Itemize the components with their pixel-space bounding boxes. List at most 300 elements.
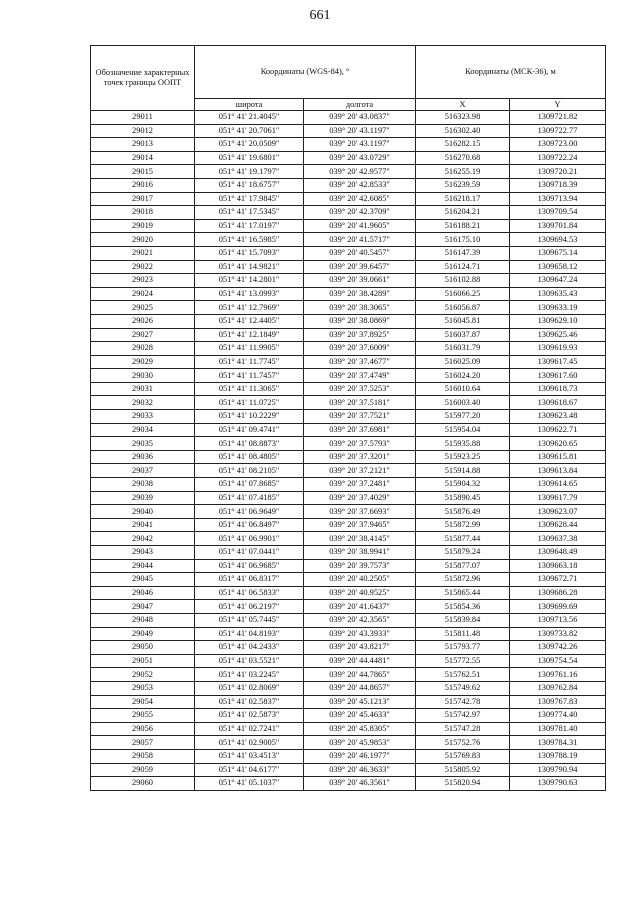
longitude-cell: 039° 20' 44.4481" [304, 654, 416, 668]
latitude-cell: 051° 41' 02.5837" [195, 695, 304, 709]
table-row [91, 246, 606, 260]
point-id-cell: 29020 [91, 233, 195, 247]
x-coordinate-cell: 515935.88 [416, 437, 510, 451]
y-coordinate-cell: 1309613.84 [510, 464, 606, 478]
longitude-cell: 039° 20' 37.4029" [304, 491, 416, 505]
point-id-cell: 29032 [91, 396, 195, 410]
point-id-cell: 29013 [91, 138, 195, 152]
table-row [91, 709, 606, 723]
x-coordinate-cell: 516031.79 [416, 342, 510, 356]
y-coordinate-cell: 1309629.10 [510, 314, 606, 328]
latitude-cell: 051° 41' 06.2197" [195, 600, 304, 614]
latitude-cell: 051° 41' 08.4805" [195, 450, 304, 464]
longitude-cell: 039° 20' 43.1197" [304, 138, 416, 152]
x-coordinate-cell: 515769.83 [416, 749, 510, 763]
point-id-cell: 29042 [91, 532, 195, 546]
y-coordinate-cell: 1309721.82 [510, 111, 606, 125]
y-coordinate-cell: 1309658.12 [510, 260, 606, 274]
point-id-cell: 29031 [91, 382, 195, 396]
x-coordinate-cell: 516102.88 [416, 274, 510, 288]
latitude-cell: 051° 41' 18.6757" [195, 178, 304, 192]
latitude-cell: 051° 41' 14.2801" [195, 274, 304, 288]
latitude-cell: 051° 41' 06.8317" [195, 573, 304, 587]
x-coordinate-cell: 516218.17 [416, 192, 510, 206]
table-row [91, 600, 606, 614]
latitude-cell: 051° 41' 17.5345" [195, 206, 304, 220]
point-id-cell: 29012 [91, 124, 195, 138]
y-coordinate-cell: 1309723.00 [510, 138, 606, 152]
table-row [91, 654, 606, 668]
x-coordinate-cell: 515872.99 [416, 518, 510, 532]
latitude-cell: 051° 41' 02.5873" [195, 709, 304, 723]
table-row [91, 382, 606, 396]
table-row [91, 233, 606, 247]
point-id-cell: 29011 [91, 111, 195, 125]
latitude-cell: 051° 41' 20.7061" [195, 124, 304, 138]
x-coordinate-cell: 515872.96 [416, 573, 510, 587]
longitude-cell: 039° 20' 38.9941" [304, 546, 416, 560]
table-row [91, 749, 606, 763]
y-coordinate-cell: 1309733.82 [510, 627, 606, 641]
latitude-cell: 051° 41' 11.3065" [195, 382, 304, 396]
point-id-cell: 29033 [91, 410, 195, 424]
table-row [91, 763, 606, 777]
latitude-cell: 051° 41' 04.6177" [195, 763, 304, 777]
longitude-cell: 039° 20' 45.1213" [304, 695, 416, 709]
longitude-cell: 039° 20' 42.9577" [304, 165, 416, 179]
y-coordinate-cell: 1309701.84 [510, 219, 606, 233]
page-number: 661 [309, 8, 331, 23]
table-row [91, 111, 606, 125]
table-row [91, 165, 606, 179]
longitude-cell: 039° 20' 42.3565" [304, 613, 416, 627]
longitude-cell: 039° 20' 43.1197" [304, 124, 416, 138]
point-id-cell: 29050 [91, 641, 195, 655]
x-coordinate-cell: 516323.98 [416, 111, 510, 125]
x-coordinate-cell: 515762.51 [416, 668, 510, 682]
longitude-cell: 039° 20' 42.8533" [304, 178, 416, 192]
latitude-cell: 051° 41' 13.0993" [195, 287, 304, 301]
latitude-cell: 051° 41' 04.8193" [195, 627, 304, 641]
y-coordinate-cell: 1309618.67 [510, 396, 606, 410]
y-coordinate-cell: 1309619.93 [510, 342, 606, 356]
y-coordinate-cell: 1309699.69 [510, 600, 606, 614]
y-coordinate-cell: 1309722.77 [510, 124, 606, 138]
longitude-cell: 039° 20' 37.2481" [304, 478, 416, 492]
x-coordinate-cell: 515747.28 [416, 722, 510, 736]
table-row [91, 546, 606, 560]
header-point-designation: Обозначение характерных точек границы ООПТ [91, 46, 195, 111]
latitude-cell: 051° 41' 06.8497" [195, 518, 304, 532]
latitude-cell: 051° 41' 05.7445" [195, 613, 304, 627]
latitude-cell: 051° 41' 12.1849" [195, 328, 304, 342]
table-row [91, 586, 606, 600]
x-coordinate-cell: 516147.39 [416, 246, 510, 260]
table-row [91, 206, 606, 220]
table-row [91, 396, 606, 410]
point-id-cell: 29038 [91, 478, 195, 492]
longitude-cell: 039° 20' 44.8657" [304, 681, 416, 695]
y-coordinate-cell: 1309617.60 [510, 369, 606, 383]
latitude-cell: 051° 41' 02.9005" [195, 736, 304, 750]
point-id-cell: 29016 [91, 178, 195, 192]
point-id-cell: 29036 [91, 450, 195, 464]
longitude-cell: 039° 20' 37.6693" [304, 505, 416, 519]
table-row [91, 192, 606, 206]
point-id-cell: 29058 [91, 749, 195, 763]
point-id-cell: 29051 [91, 654, 195, 668]
latitude-cell: 051° 41' 20.0509" [195, 138, 304, 152]
table-row [91, 518, 606, 532]
x-coordinate-cell: 516024.20 [416, 369, 510, 383]
x-coordinate-cell: 515752.76 [416, 736, 510, 750]
latitude-cell: 051° 41' 11.7457" [195, 369, 304, 383]
longitude-cell: 039° 20' 43.8217" [304, 641, 416, 655]
y-coordinate-cell: 1309709.54 [510, 206, 606, 220]
y-coordinate-cell: 1309623.07 [510, 505, 606, 519]
latitude-cell: 051° 41' 12.4405" [195, 314, 304, 328]
x-coordinate-cell: 515793.77 [416, 641, 510, 655]
table-row [91, 464, 606, 478]
latitude-cell: 051° 41' 02.8069" [195, 681, 304, 695]
latitude-cell: 051° 41' 03.4513" [195, 749, 304, 763]
point-id-cell: 29047 [91, 600, 195, 614]
x-coordinate-cell: 515820.94 [416, 777, 510, 791]
table-row [91, 491, 606, 505]
x-coordinate-cell: 515839.84 [416, 613, 510, 627]
y-coordinate-cell: 1309742.26 [510, 641, 606, 655]
latitude-cell: 051° 41' 19.6801" [195, 151, 304, 165]
table-row [91, 613, 606, 627]
longitude-cell: 039° 20' 40.2505" [304, 573, 416, 587]
x-coordinate-cell: 515879.24 [416, 546, 510, 560]
latitude-cell: 051° 41' 02.7241" [195, 722, 304, 736]
point-id-cell: 29045 [91, 573, 195, 587]
table-row [91, 478, 606, 492]
table-row [91, 450, 606, 464]
point-id-cell: 29039 [91, 491, 195, 505]
latitude-cell: 051° 41' 07.0441" [195, 546, 304, 560]
longitude-cell: 039° 20' 37.8925" [304, 328, 416, 342]
x-coordinate-cell: 516302.40 [416, 124, 510, 138]
point-id-cell: 29044 [91, 559, 195, 573]
point-id-cell: 29015 [91, 165, 195, 179]
y-coordinate-cell: 1309722.24 [510, 151, 606, 165]
x-coordinate-cell: 516188.21 [416, 219, 510, 233]
point-id-cell: 29035 [91, 437, 195, 451]
latitude-cell: 051° 41' 08.2105" [195, 464, 304, 478]
header-latitude: широта [195, 99, 304, 111]
x-coordinate-cell: 516270.68 [416, 151, 510, 165]
y-coordinate-cell: 1309774.40 [510, 709, 606, 723]
latitude-cell: 051° 41' 06.9685" [195, 559, 304, 573]
table-row [91, 722, 606, 736]
y-coordinate-cell: 1309754.54 [510, 654, 606, 668]
point-id-cell: 29017 [91, 192, 195, 206]
table-row [91, 695, 606, 709]
y-coordinate-cell: 1309614.65 [510, 478, 606, 492]
latitude-cell: 051° 41' 17.9845" [195, 192, 304, 206]
table-row [91, 668, 606, 682]
longitude-cell: 039° 20' 37.3201" [304, 450, 416, 464]
y-coordinate-cell: 1309635.43 [510, 287, 606, 301]
table-row [91, 138, 606, 152]
x-coordinate-cell: 516282.15 [416, 138, 510, 152]
point-id-cell: 29029 [91, 355, 195, 369]
y-coordinate-cell: 1309672.71 [510, 573, 606, 587]
latitude-cell: 051° 41' 03.5521" [195, 654, 304, 668]
longitude-cell: 039° 20' 45.8305" [304, 722, 416, 736]
y-coordinate-cell: 1309615.81 [510, 450, 606, 464]
x-coordinate-cell: 515742.78 [416, 695, 510, 709]
table-row [91, 178, 606, 192]
y-coordinate-cell: 1309617.45 [510, 355, 606, 369]
latitude-cell: 051° 41' 08.8873" [195, 437, 304, 451]
table-row [91, 437, 606, 451]
y-coordinate-cell: 1309784.31 [510, 736, 606, 750]
point-id-cell: 29028 [91, 342, 195, 356]
x-coordinate-cell: 515890.45 [416, 491, 510, 505]
longitude-cell: 039° 20' 45.4633" [304, 709, 416, 723]
longitude-cell: 039° 20' 37.9465" [304, 518, 416, 532]
y-coordinate-cell: 1309675.14 [510, 246, 606, 260]
longitude-cell: 039° 20' 37.5181" [304, 396, 416, 410]
y-coordinate-cell: 1309788.19 [510, 749, 606, 763]
header-msk36: Координаты (МСК-36), м [416, 46, 606, 99]
x-coordinate-cell: 516003.40 [416, 396, 510, 410]
x-coordinate-cell: 515749.62 [416, 681, 510, 695]
table-row [91, 301, 606, 315]
latitude-cell: 051° 41' 03.2245" [195, 668, 304, 682]
x-coordinate-cell: 515811.48 [416, 627, 510, 641]
table-row [91, 681, 606, 695]
point-id-cell: 29056 [91, 722, 195, 736]
longitude-cell: 039° 20' 37.4677" [304, 355, 416, 369]
x-coordinate-cell: 515954.04 [416, 423, 510, 437]
latitude-cell: 051° 41' 04.2433" [195, 641, 304, 655]
x-coordinate-cell: 516124.71 [416, 260, 510, 274]
x-coordinate-cell: 515923.25 [416, 450, 510, 464]
longitude-cell: 039° 20' 46.3633" [304, 763, 416, 777]
table-row [91, 573, 606, 587]
table-row [91, 410, 606, 424]
latitude-cell: 051° 41' 09.4741" [195, 423, 304, 437]
y-coordinate-cell: 1309617.79 [510, 491, 606, 505]
x-coordinate-cell: 516045.81 [416, 314, 510, 328]
longitude-cell: 039° 20' 41.6437" [304, 600, 416, 614]
latitude-cell: 051° 41' 06.9649" [195, 505, 304, 519]
y-coordinate-cell: 1309663.18 [510, 559, 606, 573]
longitude-cell: 039° 20' 40.5457" [304, 246, 416, 260]
table-row [91, 124, 606, 138]
y-coordinate-cell: 1309648.49 [510, 546, 606, 560]
x-coordinate-cell: 515854.36 [416, 600, 510, 614]
point-id-cell: 29027 [91, 328, 195, 342]
table-row [91, 328, 606, 342]
point-id-cell: 29025 [91, 301, 195, 315]
x-coordinate-cell: 516255.19 [416, 165, 510, 179]
y-coordinate-cell: 1309637.38 [510, 532, 606, 546]
point-id-cell: 29021 [91, 246, 195, 260]
longitude-cell: 039° 20' 37.5793" [304, 437, 416, 451]
longitude-cell: 039° 20' 37.2121" [304, 464, 416, 478]
y-coordinate-cell: 1309762.84 [510, 681, 606, 695]
x-coordinate-cell: 515876.49 [416, 505, 510, 519]
longitude-cell: 039° 20' 42.6085" [304, 192, 416, 206]
x-coordinate-cell: 516066.25 [416, 287, 510, 301]
y-coordinate-cell: 1309633.19 [510, 301, 606, 315]
table-row [91, 219, 606, 233]
longitude-cell: 039° 20' 39.7573" [304, 559, 416, 573]
header-x: X [416, 99, 510, 111]
y-coordinate-cell: 1309623.48 [510, 410, 606, 424]
latitude-cell: 051° 41' 17.0197" [195, 219, 304, 233]
table-row [91, 777, 606, 791]
y-coordinate-cell: 1309647.24 [510, 274, 606, 288]
point-id-cell: 29023 [91, 274, 195, 288]
point-id-cell: 29060 [91, 777, 195, 791]
table-row [91, 151, 606, 165]
table-row [91, 274, 606, 288]
point-id-cell: 29037 [91, 464, 195, 478]
table-row [91, 627, 606, 641]
x-coordinate-cell: 516037.87 [416, 328, 510, 342]
latitude-cell: 051° 41' 10.2229" [195, 410, 304, 424]
y-coordinate-cell: 1309790.94 [510, 763, 606, 777]
point-id-cell: 29052 [91, 668, 195, 682]
point-id-cell: 29026 [91, 314, 195, 328]
point-id-cell: 29046 [91, 586, 195, 600]
y-coordinate-cell: 1309618.73 [510, 382, 606, 396]
header-wgs84: Координаты (WGS-84), ° [195, 46, 416, 99]
latitude-cell: 051° 41' 06.9901" [195, 532, 304, 546]
table-row [91, 423, 606, 437]
x-coordinate-cell: 516175.10 [416, 233, 510, 247]
latitude-cell: 051° 41' 15.7093" [195, 246, 304, 260]
x-coordinate-cell: 515805.92 [416, 763, 510, 777]
point-id-cell: 29014 [91, 151, 195, 165]
table-row [91, 505, 606, 519]
longitude-cell: 039° 20' 43.3933" [304, 627, 416, 641]
x-coordinate-cell: 516204.21 [416, 206, 510, 220]
point-id-cell: 29048 [91, 613, 195, 627]
point-id-cell: 29041 [91, 518, 195, 532]
point-id-cell: 29024 [91, 287, 195, 301]
latitude-cell: 051° 41' 11.0725" [195, 396, 304, 410]
latitude-cell: 051° 41' 12.7969" [195, 301, 304, 315]
point-id-cell: 29055 [91, 709, 195, 723]
longitude-cell: 039° 20' 41.9605" [304, 219, 416, 233]
latitude-cell: 051° 41' 11.9905" [195, 342, 304, 356]
point-id-cell: 29018 [91, 206, 195, 220]
longitude-cell: 039° 20' 37.4749" [304, 369, 416, 383]
y-coordinate-cell: 1309718.39 [510, 178, 606, 192]
longitude-cell: 039° 20' 38.4289" [304, 287, 416, 301]
point-id-cell: 29053 [91, 681, 195, 695]
y-coordinate-cell: 1309628.44 [510, 518, 606, 532]
latitude-cell: 051° 41' 14.9821" [195, 260, 304, 274]
x-coordinate-cell: 516010.64 [416, 382, 510, 396]
y-coordinate-cell: 1309622.71 [510, 423, 606, 437]
y-coordinate-cell: 1309781.40 [510, 722, 606, 736]
latitude-cell: 051° 41' 19.1797" [195, 165, 304, 179]
longitude-cell: 039° 20' 39.6457" [304, 260, 416, 274]
y-coordinate-cell: 1309625.46 [510, 328, 606, 342]
longitude-cell: 039° 20' 45.9853" [304, 736, 416, 750]
y-coordinate-cell: 1309767.83 [510, 695, 606, 709]
point-id-cell: 29030 [91, 369, 195, 383]
longitude-cell: 039° 20' 43.0837" [304, 111, 416, 125]
table-row [91, 369, 606, 383]
y-coordinate-cell: 1309713.56 [510, 613, 606, 627]
table-row [91, 559, 606, 573]
longitude-cell: 039° 20' 46.1977" [304, 749, 416, 763]
point-id-cell: 29019 [91, 219, 195, 233]
longitude-cell: 039° 20' 38.4145" [304, 532, 416, 546]
table-row [91, 355, 606, 369]
longitude-cell: 039° 20' 46.3561" [304, 777, 416, 791]
table-row [91, 532, 606, 546]
point-id-cell: 29057 [91, 736, 195, 750]
longitude-cell: 039° 20' 39.0661" [304, 274, 416, 288]
x-coordinate-cell: 515772.55 [416, 654, 510, 668]
point-id-cell: 29054 [91, 695, 195, 709]
table-row [91, 736, 606, 750]
latitude-cell: 051° 41' 11.7745" [195, 355, 304, 369]
table-row [91, 260, 606, 274]
latitude-cell: 051° 41' 16.5985" [195, 233, 304, 247]
y-coordinate-cell: 1309720.21 [510, 165, 606, 179]
table-row [91, 314, 606, 328]
x-coordinate-cell: 515877.44 [416, 532, 510, 546]
latitude-cell: 051° 41' 05.1037" [195, 777, 304, 791]
x-coordinate-cell: 515742.97 [416, 709, 510, 723]
x-coordinate-cell: 515904.32 [416, 478, 510, 492]
y-coordinate-cell: 1309620.65 [510, 437, 606, 451]
longitude-cell: 039° 20' 42.3709" [304, 206, 416, 220]
longitude-cell: 039° 20' 44.7865" [304, 668, 416, 682]
point-id-cell: 29040 [91, 505, 195, 519]
point-id-cell: 29043 [91, 546, 195, 560]
x-coordinate-cell: 515914.88 [416, 464, 510, 478]
coordinates-table [90, 45, 606, 791]
table-row [91, 287, 606, 301]
y-coordinate-cell: 1309713.94 [510, 192, 606, 206]
point-id-cell: 29034 [91, 423, 195, 437]
x-coordinate-cell: 516239.59 [416, 178, 510, 192]
table-row [91, 342, 606, 356]
x-coordinate-cell: 516025.09 [416, 355, 510, 369]
latitude-cell: 051° 41' 21.4045" [195, 111, 304, 125]
longitude-cell: 039° 20' 40.9525" [304, 586, 416, 600]
latitude-cell: 051° 41' 06.5833" [195, 586, 304, 600]
longitude-cell: 039° 20' 37.6009" [304, 342, 416, 356]
header-longitude: долгота [304, 99, 416, 111]
x-coordinate-cell: 515877.07 [416, 559, 510, 573]
longitude-cell: 039° 20' 38.3065" [304, 301, 416, 315]
y-coordinate-cell: 1309694.53 [510, 233, 606, 247]
point-id-cell: 29022 [91, 260, 195, 274]
y-coordinate-cell: 1309790.63 [510, 777, 606, 791]
longitude-cell: 039° 20' 43.0729" [304, 151, 416, 165]
header-y: Y [510, 99, 606, 111]
longitude-cell: 039° 20' 41.5717" [304, 233, 416, 247]
longitude-cell: 039° 20' 37.6981" [304, 423, 416, 437]
x-coordinate-cell: 515977.20 [416, 410, 510, 424]
table-row [91, 641, 606, 655]
x-coordinate-cell: 515865.44 [416, 586, 510, 600]
y-coordinate-cell: 1309686.28 [510, 586, 606, 600]
